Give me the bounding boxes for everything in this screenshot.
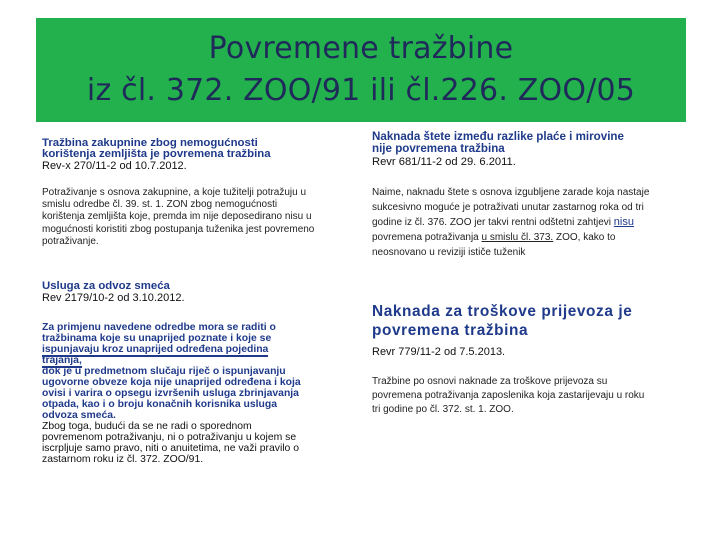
left-block-2-bold-line: dok je u predmetnom slučaju riječ o ispunjavanju [42, 366, 286, 377]
right-block-1 [372, 131, 684, 260]
left-block-1-reference: Rev-x 270/11-2 od 10.7.2012. [42, 160, 187, 172]
title-line-2: iz čl. 372. ZOO/91 ili čl.226. ZOO/05 [86, 73, 636, 108]
left-block-1-heading-line-1: Tražbina zakupnine zbog nemogućnosti [42, 137, 258, 149]
left-block-2-heading: Usluga za odvoz smeća [42, 280, 170, 292]
right-block-1-text-fragment: ZOO, kako to [556, 232, 616, 243]
right-block-1-underlined-fragment: u smislu čl. 373. [481, 232, 554, 243]
right-block-2-reference: Revr 779/11-2 od 7.5.2013. [372, 346, 506, 358]
right-block-2-heading-line-1: Naknada za troškove prijevoza je [372, 303, 633, 320]
left-block-1-text-line: mogućnosti koristiti zbog postupanja tuženika jest povremeno [42, 223, 315, 235]
left-block-2-text-line: zastarnom roku iz čl. 372. ZOO/91. [42, 454, 204, 465]
left-block-2-bold-line: odvoza smeća. [42, 410, 116, 421]
right-block-2-heading-line-2: povremena tražbina [372, 322, 529, 339]
left-block-2-bold-line: tražbinama koje su unaprijed poznate i koje se [42, 333, 272, 344]
left-block-1-text-line: smislu odredbe čl. 39. st. 1. ZON zbog nemogućnosti [42, 199, 278, 211]
title-line-1: Povremene tražbine [208, 31, 514, 66]
right-block-1-text-line: sukcesivno moguće je potraživati unutar zastarnog roka od tri [372, 202, 644, 213]
right-block-2-text-line: tri godine po čl. 372. st. 1. ZOO. [372, 404, 514, 415]
left-block-1-text-line: potraživanje. [42, 235, 99, 247]
left-block-2-highlighted-line: trajanja, [42, 355, 82, 366]
left-block-2-bold-line: Za primjenu navedene odredbe mora se raditi o [42, 322, 276, 333]
right-block-1-text-line: neosnovano u reviziji ističe tuženik [372, 247, 526, 258]
left-block-2-text-line: Zbog toga, budući da se ne radi o sporednom [42, 421, 252, 432]
right-block-1-text-line: godine iz čl. 376. ZOO jer takvi rentni odštetni zahtjevi [372, 217, 612, 228]
left-block-2 [42, 280, 356, 465]
right-block-2 [372, 302, 684, 417]
right-block-2-text-line: povremena potraživanja zaposlenika koja zastarijevaju u roku [372, 390, 645, 401]
left-block-2-text-line: povremenom potraživanju, ni o potraživanju u kojem se [42, 432, 297, 443]
right-block-1-emphasis-nisu: nisu [613, 216, 634, 228]
left-block-2-text-line: iscrpljuje samo pravo, niti o anuitetima, ne važi pravilo o [42, 443, 300, 454]
left-block-1-text-line: korištenja zemljišta koje, premda im nije deposedirano nisu u [42, 211, 312, 223]
left-block-2-bold-line: ovisi i varira o opsegu izvršenih usluga zbrinjavanja [42, 388, 299, 399]
left-block-1 [42, 138, 356, 248]
left-block-1-heading-line-2: korištenja zemljišta je povremena tražbina [42, 148, 271, 160]
right-block-1-text-fragment: povremena potraživanja [372, 232, 479, 243]
left-block-2-bold-line: otpada, kao i o broju konačnih korisnika usluga [42, 399, 277, 410]
right-block-2-text-line: Tražbine po osnovi naknade za troškove prijevoza su [372, 376, 608, 387]
left-block-2-bold-line: ugovorne obveze koja nije unaprijed određena i koja [42, 377, 301, 388]
title-banner [36, 18, 686, 122]
left-block-1-text-line: Potraživanje s osnova zakupnine, a koje tužitelji potražuju u [42, 187, 307, 198]
right-block-1-reference: Revr 681/11-2 od 29. 6.2011. [372, 156, 516, 168]
left-block-2-reference: Rev 2179/10-2 od 3.10.2012. [42, 292, 185, 304]
right-block-1-heading-line-1: Naknada štete između razlike plaće i mirovine [372, 130, 624, 143]
right-block-1-heading-line-2: nije povremena tražbina [372, 142, 505, 155]
left-block-2-highlighted-line: ispunjavaju kroz unaprijed određena pojedina [42, 344, 269, 355]
right-block-1-text-line: Naime, naknadu štete s osnova izgubljene zarade koja nastaje [372, 187, 650, 198]
